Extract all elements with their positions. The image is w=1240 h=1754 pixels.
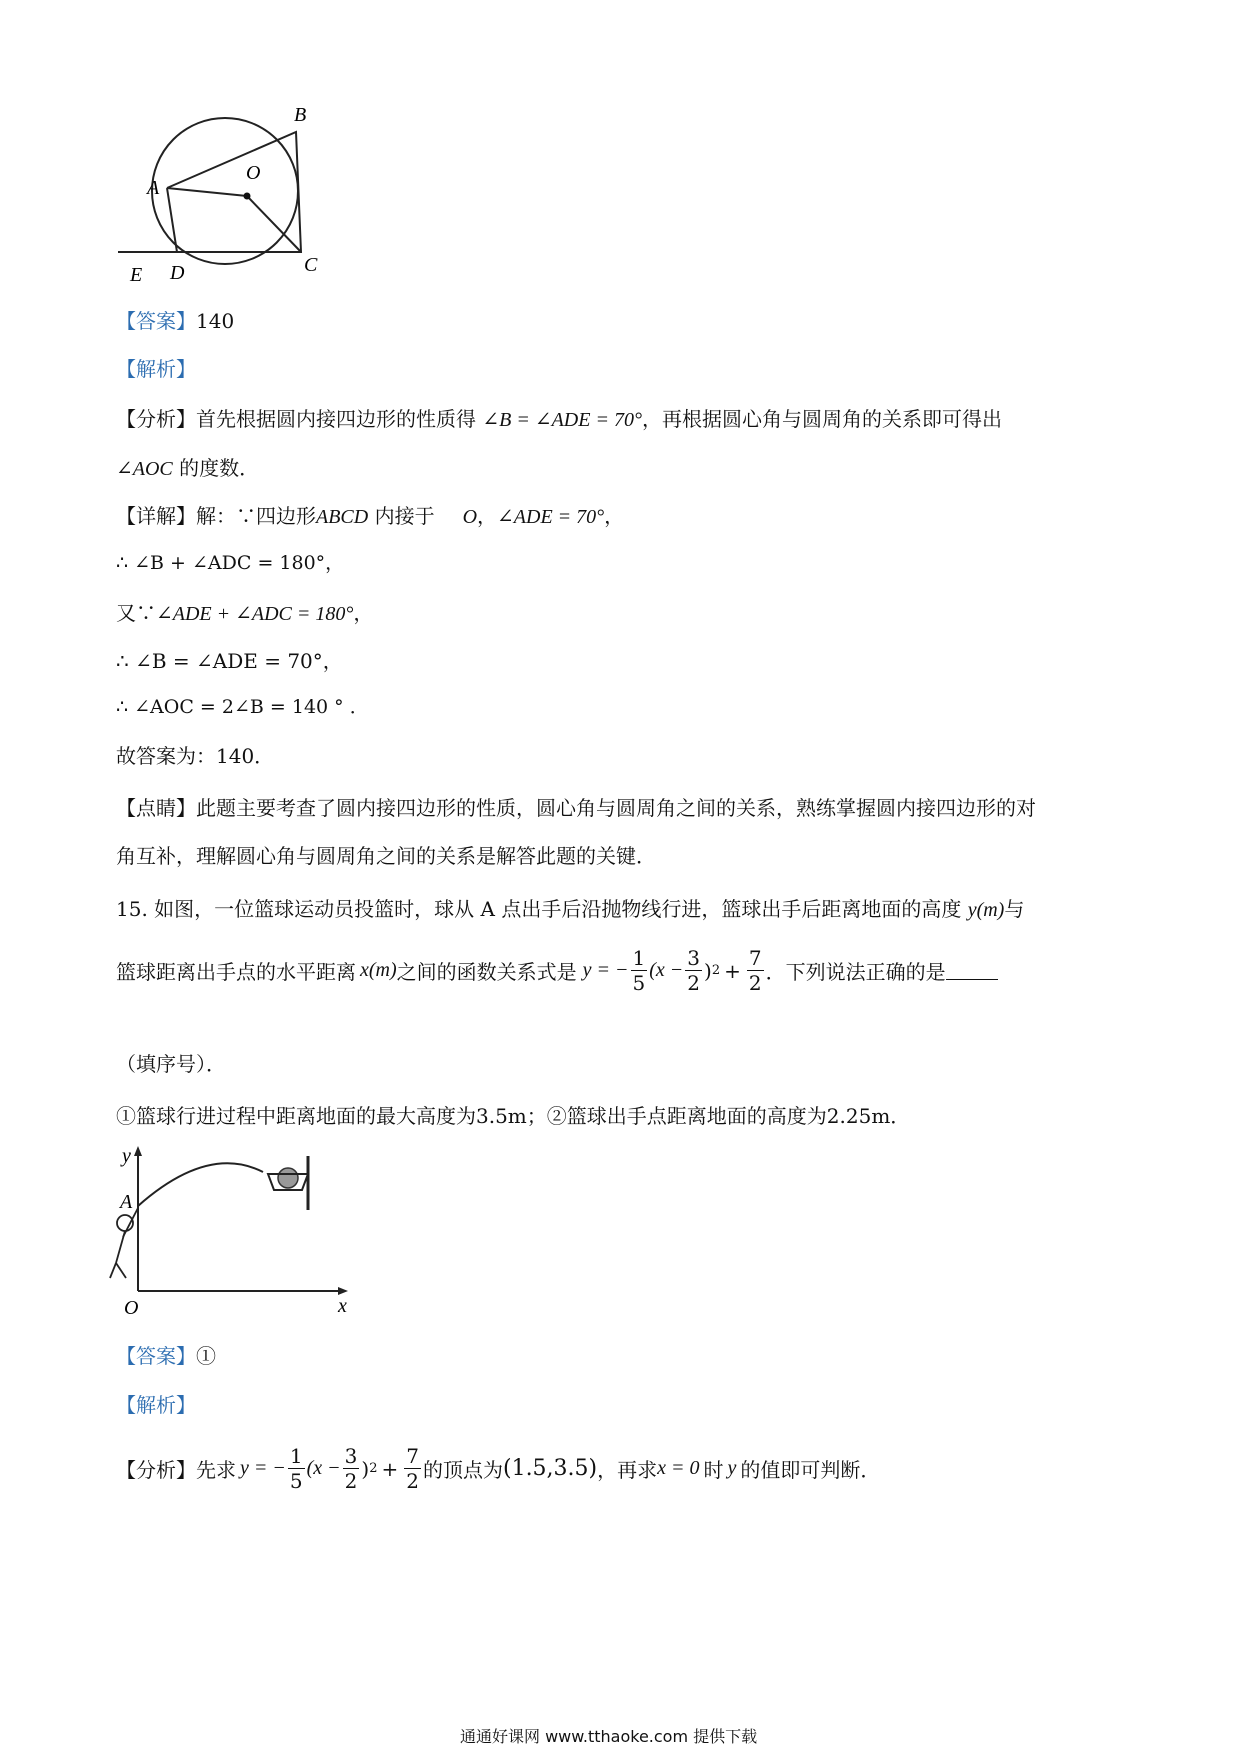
fraction-3-2 — [685, 948, 702, 993]
fenxi-math: ∠B = ∠ADE = 70° — [482, 409, 642, 431]
stem-text: 之间的函数关系式是 — [396, 960, 577, 984]
xiangjie-text: 内接于 — [374, 504, 435, 528]
basketball-icon — [278, 1168, 298, 1188]
fenxi-tag: 【分析】 — [116, 407, 196, 431]
fenxi-text: 的度数． — [179, 456, 260, 480]
q15-stem-line3: （填序号）． — [116, 1052, 226, 1076]
fenxi-text: ，再求 — [597, 1458, 658, 1482]
y-axis-arrow-icon — [134, 1146, 142, 1156]
stem-math: y(m) — [967, 899, 1005, 921]
option-math: 3.5m — [476, 1104, 527, 1128]
label-d: D — [170, 262, 185, 284]
x-axis-arrow-icon — [338, 1287, 348, 1295]
equation-plus: + — [381, 1456, 399, 1481]
fraction-1-5 — [631, 948, 648, 993]
equation-paren: ) — [704, 958, 712, 983]
fraction-numerator: 7 — [406, 1444, 419, 1468]
fraction-denominator: 5 — [632, 971, 646, 995]
xiangjie-math: O — [462, 506, 478, 528]
stem-text: 与 — [1004, 897, 1025, 921]
stem-text: 15. 如图，一位篮球运动员投篮时，球从 A 点出手后沿抛物线行进，篮球出手后距离地面的高度 — [116, 897, 962, 921]
q14-step-4: ∴ ∠B = ∠ADE = 70°， — [116, 649, 343, 673]
fraction-denominator: 2 — [687, 971, 701, 995]
step-math: ∠ADE + ∠ADC = 180° — [156, 603, 354, 625]
label-o: O — [124, 1297, 139, 1318]
fraction-denominator: 5 — [289, 1469, 303, 1493]
page-footer: 通通好课网 www.tthaoke.com 提供下载 — [460, 1727, 758, 1746]
step-text: 又∵ — [116, 601, 156, 625]
xiangjie-math: ABCD — [316, 506, 369, 528]
q15-answer-line — [116, 1340, 216, 1369]
label-y: y — [122, 1145, 131, 1167]
equation-exponent: 2 — [711, 963, 721, 978]
fenxi-text: 先求 — [196, 1458, 236, 1482]
xiangjie-math: ∠ADE = 70° — [497, 506, 605, 528]
fenxi-math: x = 0 — [657, 1457, 700, 1479]
fraction-7-2 — [404, 1446, 421, 1491]
fenxi-math: ∠AOC — [116, 458, 173, 480]
step-text: ， — [353, 601, 374, 625]
center-point-o — [244, 193, 251, 200]
q14-fenxi-line2 — [116, 452, 259, 481]
fraction-numerator: 1 — [632, 946, 646, 970]
option-text: ． — [890, 1104, 911, 1128]
fraction-denominator: 2 — [748, 971, 762, 995]
fenxi-vertex: (1.5,3.5) — [502, 1456, 598, 1481]
q14-step-3 — [116, 597, 373, 626]
fraction-denominator: 2 — [344, 1469, 358, 1493]
q14-step-2: ∴ ∠B + ∠ADC = 180°， — [116, 552, 345, 574]
equation-lhs: y = − — [240, 1457, 286, 1479]
q15-fenxi-line — [116, 1446, 880, 1491]
label-c: C — [304, 254, 318, 276]
answer-tag: 【答案】 — [116, 309, 196, 333]
answer-value: ① — [196, 1344, 216, 1368]
equation-lhs: y = − — [582, 959, 629, 981]
option-math: 2.25m — [826, 1104, 891, 1128]
option-text: ；②篮球出手点距离地面的高度为 — [526, 1104, 827, 1128]
answer-blank — [946, 961, 998, 980]
label-o: O — [246, 162, 261, 184]
answer-tag: 【答案】 — [116, 1344, 196, 1368]
stem-text: ．下列说法正确的是 — [765, 960, 946, 984]
dianjing-tag: 【点睛】 — [116, 796, 196, 820]
option-text: ①篮球行进过程中距离地面的最大高度为 — [116, 1104, 476, 1128]
equation-plus: + — [724, 958, 741, 983]
label-e: E — [130, 264, 143, 285]
parabola-path — [138, 1163, 263, 1206]
q14-fenxi-line1 — [116, 403, 1002, 432]
player-leg-left — [110, 1263, 116, 1278]
equation-mid: (x − — [306, 1457, 341, 1479]
dianjing-text: 此题主要考查了圆内接四边形的性质，圆心角与圆周角之间的关系，熟练掌握圆内接四边形的对 — [196, 796, 1036, 820]
fenxi-text: 首先根据圆内接四边形的性质得 — [196, 407, 476, 431]
fraction-numerator: 7 — [748, 946, 762, 970]
fenxi-text: 的值即可判断． — [740, 1458, 881, 1482]
label-b: B — [294, 104, 307, 126]
fraction-7-2 — [747, 948, 764, 993]
segment-oc — [247, 196, 301, 252]
label-x: x — [338, 1295, 347, 1317]
fraction-numerator: 3 — [344, 1444, 358, 1468]
xiangjie-text: ， — [604, 504, 625, 528]
equation-paren: ) — [361, 1456, 370, 1481]
fraction-1-5 — [288, 1446, 305, 1491]
q14-step-6: 故答案为：140． — [116, 744, 275, 768]
fenxi-text: 时 — [703, 1458, 724, 1482]
fenxi-text: 的顶点为 — [422, 1458, 503, 1482]
player-leg-right — [116, 1263, 126, 1278]
fraction-numerator: 3 — [687, 946, 701, 970]
xiangjie-text: ， — [477, 504, 498, 528]
equation-exponent: 2 — [369, 1461, 378, 1476]
q14-step-5: ∴ ∠AOC = 2∠B = 140 ° ． — [116, 696, 369, 718]
xiangjie-text: 解：∵四边形 — [196, 504, 316, 528]
q15-options — [116, 1100, 910, 1129]
q15-jiexi-tag: 【解析】 — [116, 1393, 196, 1417]
label-a: A — [147, 177, 160, 199]
stem-math: x(m) — [360, 959, 397, 981]
q14-xiangjie-line1 — [116, 500, 624, 529]
answer-value: 140 — [196, 309, 235, 333]
fenxi-math: y — [727, 1457, 737, 1479]
basketball-diagram — [108, 1138, 358, 1318]
fraction-numerator: 1 — [289, 1444, 303, 1468]
q15-stem-line1 — [116, 893, 1024, 922]
stem-text: 篮球距离出手点的水平距离 — [116, 960, 356, 984]
fraction-3-2 — [343, 1446, 360, 1491]
equation-mid: (x − — [649, 959, 684, 981]
fraction-denominator: 2 — [406, 1469, 419, 1493]
fenxi-text: ，再根据圆心角与圆周角的关系即可得出 — [641, 407, 1002, 431]
quadrilateral-abcd — [167, 132, 301, 252]
q15-stem-line2 — [116, 948, 998, 993]
circle-diagram — [110, 95, 340, 285]
q14-dianjing-line1 — [116, 792, 1036, 821]
xiangjie-tag: 【详解】 — [116, 504, 196, 528]
q14-dianjing-line2: 角互补，理解圆心角与圆周角之间的关系是解答此题的关键． — [116, 844, 656, 868]
segment-ao — [167, 188, 247, 196]
fenxi-tag: 【分析】 — [116, 1458, 196, 1482]
q14-jiexi-tag: 【解析】 — [116, 357, 196, 381]
label-a: A — [120, 1191, 133, 1213]
q14-answer-line — [116, 305, 234, 334]
